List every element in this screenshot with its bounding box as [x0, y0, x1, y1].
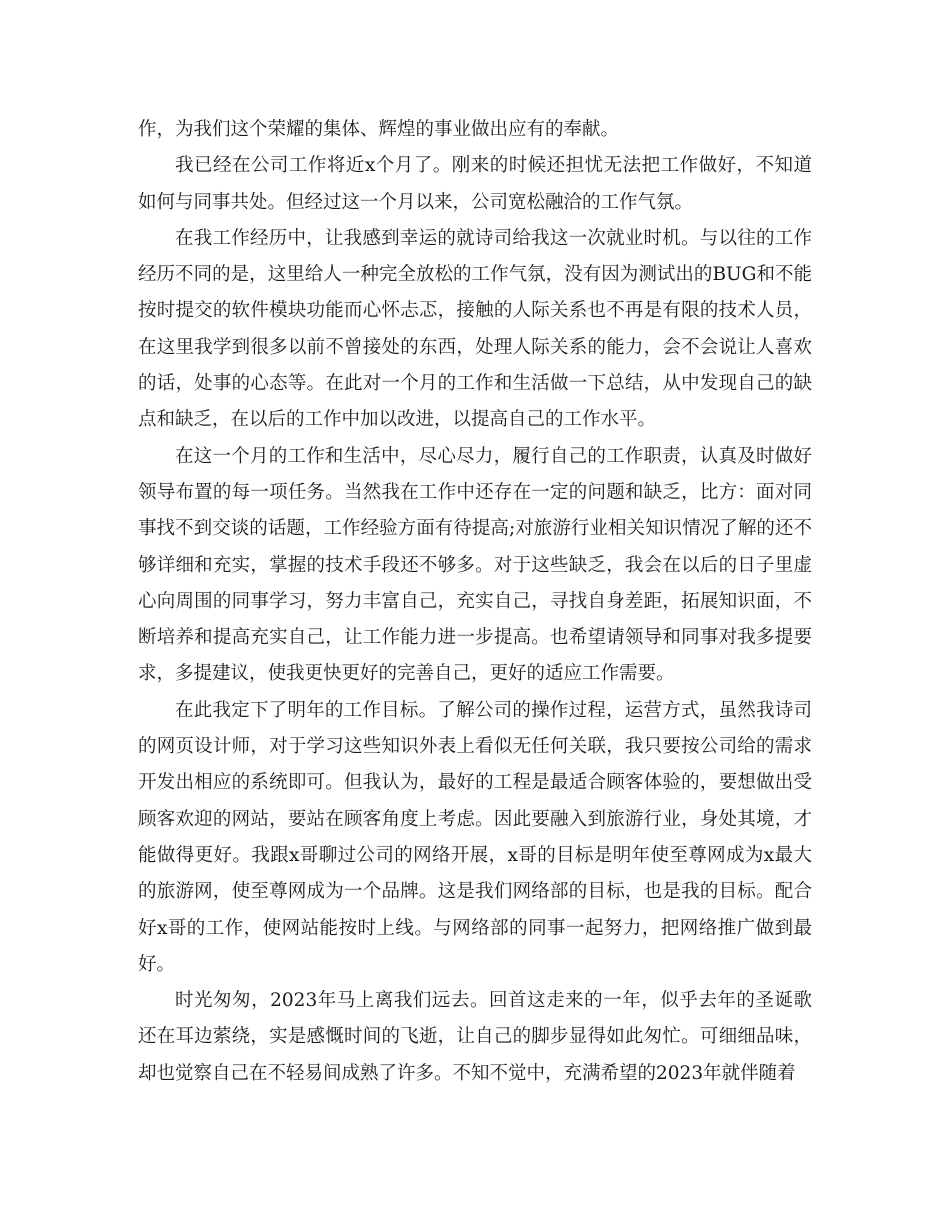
- paragraph-continuation: 作，为我们这个荣耀的集体、辉煌的事业做出应有的奉献。: [138, 119, 620, 140]
- paragraph: 在这一个月的工作和生活中，尽心尽力，履行自己的工作职责，认真及时做好领导布置的每一项任务。当然我在工作中还存在一定的问题和缺乏，比方：面对同事找不到交谈的话题，工作经验方面有待提高;对旅游行业相关知识情况了解的还不够详细和充实，掌握的技术手段还不够多。对于这些缺乏，我会在以后的日子里虚心向周围的同事学习，努力丰富自己，充实自己，寻找自身差距，拓展知识面，不断培养和提高充实自己，让工作能力进一步提高。也希望请领导和同事对我多提要求，多提建议，使我更快更好的完善自己，更好的适应工作需要。: [138, 445, 812, 685]
- paragraph: 我已经在公司工作将近x个月了。刚来的时候还担忧无法把工作做好，不知道如何与同事共处。但经过这一个月以来，公司宽松融洽的工作气氛。: [138, 155, 812, 213]
- paragraph: 在我工作经历中，让我感到幸运的就诗司给我这一次就业时机。与以往的工作经历不同的是，这里给人一种完全放松的工作气氛，没有因为测试出的BUG和不能按时提交的软件模块功能而心怀忐忑，接触的人际关系也不再是有限的技术人员，在这里我学到很多以前不曾接处的东西，处理人际关系的能力，会不会说让人喜欢的话，处事的心态等。在此对一个月的工作和生活做一下总结，从中发现自己的缺点和缺乏，在以后的工作中加以改进，以提高自己的工作水平。: [138, 227, 812, 431]
- document-body: [138, 112, 812, 1092]
- paragraph: 在此我定下了明年的工作目标。了解公司的操作过程，运营方式，虽然我诗司的网页设计师，对于学习这些知识外表上看似无任何关联，我只要按公司给的需求开发出相应的系统即可。但我认为，最好的工程是最适合顾客体验的，要想做出受顾客欢迎的网站，要站在顾客角度上考虑。因此要融入到旅游行业，身处其境，才能做得更好。我跟x哥聊过公司的网络开展，x哥的目标是明年使至尊网成为x最大的旅游网，使至尊网成为一个品牌。这是我们网络部的目标，也是我的目标。配合好x哥的工作，使网站能按时上线。与网络部的同事一起努力，把网络推广做到最好。: [138, 699, 812, 975]
- paragraph: 时光匆匆，2023年马上离我们远去。回首这走来的一年，似乎去年的圣诞歌还在耳边萦绕，实是感慨时间的飞逝，让自己的脚步显得如此匆忙。可细细品味，却也觉察自己在不轻易间成熟了许多。不知不觉中，充满希望的2023年就伴随着: [138, 990, 812, 1084]
